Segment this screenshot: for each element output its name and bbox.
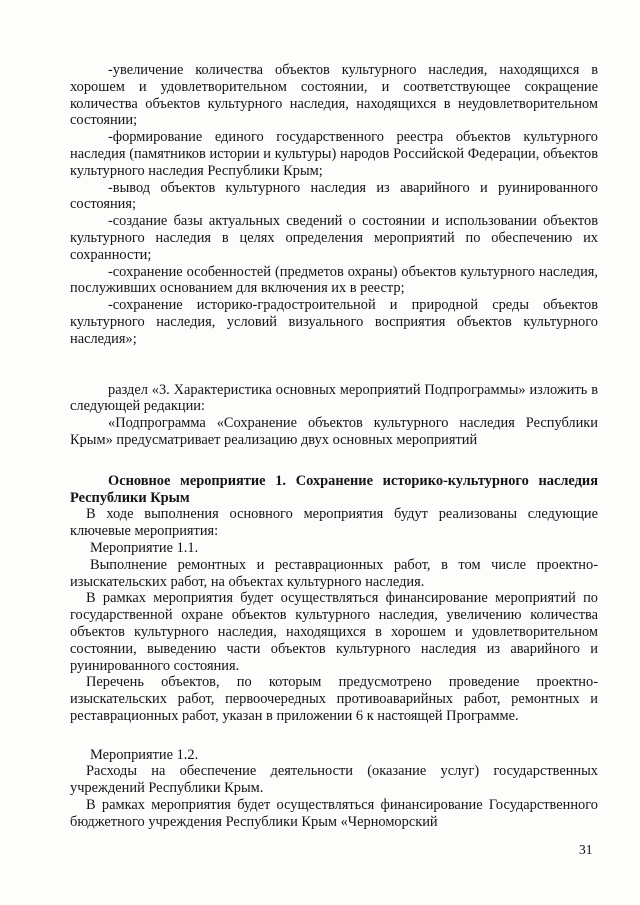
paragraph-registry: -формирование единого государственного реестра объектов культурного наследия (памятников истории и культуры) народов Российской Федерации, объектов культурного наследия Республики Крым;	[70, 129, 598, 179]
spacer	[70, 725, 598, 747]
paragraph-quality-increase: -увеличение количества объектов культурного наследия, находящихся в хорошем и удовлетворительном состоянии, и соответствующее сокращение количества объектов культурного наследия, находящихся в неудовлетворительном состоянии;	[70, 62, 598, 129]
section3-text: «Подпрограмма «Сохранение объектов культурного наследия Республики Крым» предусматривает реализацию двух основных мероприятий	[70, 415, 598, 448]
activity-1-1-object-list: Перечень объектов, по которым предусмотрено проведение проектно-изыскательских работ, первоочередных противоаварийных работ, ремонтных и реставрационных работ, указан в приложении 6 к настоящей Программе.	[70, 674, 598, 724]
activity-1-2-title: Мероприятие 1.2.	[90, 746, 199, 763]
spacer	[70, 449, 598, 473]
main-activity-heading: Основное мероприятие 1. Сохранение историко-культурного наследия Республики Крым	[70, 472, 598, 506]
activity-1-1-funding: В рамках мероприятия будет осуществляться финансирование мероприятий по государственной охране объектов культурного наследия, увеличению количества объектов культурного наследия, находящихся в хорошем и удовлетворительном состоянии, выведению части объектов культурного наследия из аварийного и руинированного состояния.	[70, 590, 598, 674]
paragraph-environment: -сохранение историко-градостроительной и природной среды объектов культурного наследия, условий визуального восприятия объектов культурного наследия»;	[70, 297, 598, 347]
section3-intro: раздел «3. Характеристика основных мероприятий Подпрограммы» изложить в следующей редакции:	[70, 381, 598, 415]
page-body	[70, 62, 598, 831]
activity-1-1-title: Мероприятие 1.1.	[90, 539, 199, 556]
activity-1-2-description: Расходы на обеспечение деятельности (оказание услуг) государственных учреждений Республики Крым.	[70, 763, 598, 797]
activity-1-1-description: Выполнение ремонтных и реставрационных работ, в том числе проектно-изыскательских работ, на объектах культурного наследия.	[70, 556, 598, 590]
main-activity-intro: В ходе выполнения основного мероприятия будут реализованы следующие ключевые мероприятия:	[70, 506, 598, 540]
paragraph-database: -создание базы актуальных сведений о состоянии и использовании объектов культурного наследия в целях определения мероприятий по обеспечению их сохранности;	[70, 213, 598, 263]
paragraph-protection-features: -сохранение особенностей (предметов охраны) объектов культурного наследия, послуживших основанием для включения их в реестр;	[70, 263, 598, 297]
paragraph-emergency-state: -вывод объектов культурного наследия из аварийного и руинированного состояния;	[70, 179, 598, 213]
activity-1-2-funding: В рамках мероприятия будет осуществляться финансирование Государственного бюджетного учреждения Республики Крым «Черноморский	[70, 797, 598, 830]
spacer	[70, 348, 598, 382]
page-number: 31	[579, 842, 593, 857]
